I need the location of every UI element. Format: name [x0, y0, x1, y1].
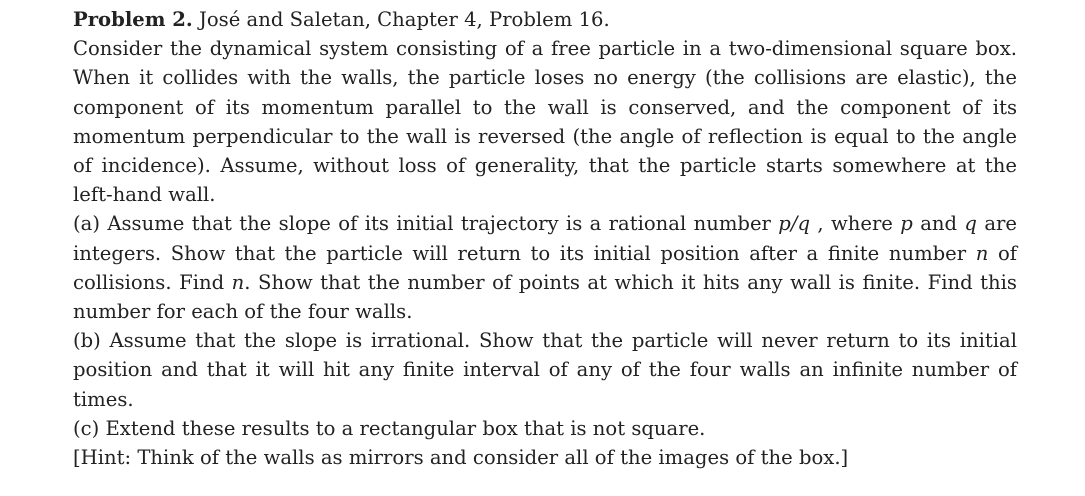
- part-a-text: are integers. Show that the particle will return to its initial position after a finite number: [73, 212, 1017, 265]
- math-q: q: [964, 212, 977, 236]
- part-a-text: and: [912, 212, 965, 236]
- part-a-text: , where: [809, 212, 901, 236]
- part-a-text: (a) Assume that the slope of its initial trajectory is a rational number: [73, 212, 779, 236]
- hint: [Hint: Think of the walls as mirrors and consider all of the images of the box.]: [73, 446, 849, 470]
- math-slope: p/q: [778, 212, 810, 236]
- problem-intro: Consider the dynamical system consisting of a free particle in a two-dimensional square box. When it collides with the walls, the particle loses no energy (the collisions are elastic), the component of its momentum parallel to the wall is conserved, and the component of its momentum perpendicular to the wall is reversed (the angle of reflection is equal to the angle of incidence). Assume, without loss of generality, that the particle starts somewhere at the left-hand wall.: [73, 37, 1017, 207]
- math-n: n: [231, 270, 245, 294]
- problem-document: [73, 5, 1017, 472]
- part-a-text: of collisions. Find: [73, 241, 1017, 294]
- math-n: n: [975, 241, 989, 265]
- problem-label: Problem 2.: [73, 8, 193, 31]
- part-a: [73, 209, 1017, 326]
- part-c: (c) Extend these results to a rectangular box that is not square.: [73, 416, 706, 440]
- part-a-text: . Show that the number of points at which it hits any wall is finite. Find this number for each of the four walls.: [73, 270, 1017, 324]
- problem-source: José and Saletan, Chapter 4, Problem 16.: [198, 8, 610, 31]
- math-p: p: [900, 212, 913, 236]
- problem-heading: [73, 5, 1017, 34]
- part-b: (b) Assume that the slope is irrational. Show that the particle will never return to its initial position and that it will hit any finite interval of any of the four walls an infinite number of times.: [73, 329, 1017, 411]
